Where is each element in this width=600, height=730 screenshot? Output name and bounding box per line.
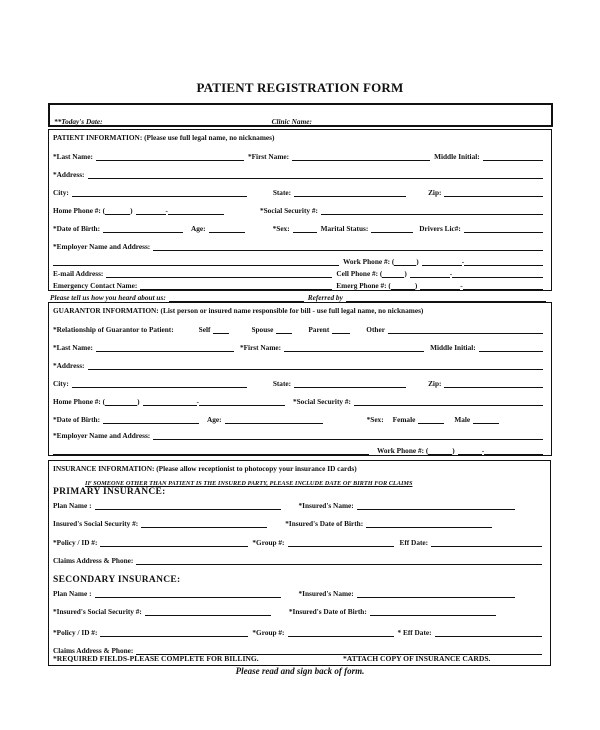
spouse-field[interactable]	[276, 324, 292, 334]
referred-by-label: Referred by	[307, 293, 343, 302]
primary-group-field[interactable]	[288, 537, 394, 547]
work-phone-label: Work Phone #: (	[343, 257, 395, 266]
age-field[interactable]	[209, 223, 245, 233]
parent-label: Parent	[308, 325, 330, 334]
guarantor-state-field[interactable]	[294, 378, 406, 388]
paren-close: )	[404, 269, 407, 278]
state-label: State:	[272, 188, 292, 197]
cell-phone-label: Cell Phone #: (	[336, 269, 383, 278]
last-name-label: *Last Name:	[53, 152, 93, 161]
guarantor-ssn-field[interactable]	[354, 396, 543, 406]
paren-close: )	[414, 281, 418, 290]
guarantor-middle-initial-field[interactable]	[479, 342, 543, 352]
employer-address-field[interactable]	[53, 256, 339, 266]
secondary-insured-name-field[interactable]	[357, 588, 515, 598]
dob-field[interactable]	[103, 223, 183, 233]
primary-group-label: *Group #:	[252, 538, 285, 547]
secondary-policy-id-field[interactable]	[100, 627, 248, 637]
referral-row	[50, 292, 550, 302]
emerg-phone-area-field[interactable]	[391, 280, 415, 290]
email-label: E-mail Address:	[53, 269, 104, 278]
address-label: *Address:	[53, 170, 85, 179]
secondary-insured-dob-label: *Insured's Date of Birth:	[288, 607, 367, 616]
insurance-information-section	[48, 460, 551, 666]
attach-cards-note: *ATTACH COPY OF INSURANCE CARDS.	[343, 654, 491, 663]
guarantor-address-label: *Address:	[53, 361, 85, 370]
emerg-phone-label: Emerg Phone #: (	[336, 281, 391, 290]
female-label: Female	[392, 415, 416, 424]
home-phone-label: Home Phone #: (	[53, 206, 106, 215]
secondary-group-label: *Group #:	[252, 628, 285, 637]
marital-status-label: Marital Status:	[320, 224, 369, 233]
guarantor-employer-field[interactable]	[153, 430, 543, 440]
relationship-label: *Relationship of Guarantor to Patient:	[53, 325, 174, 334]
secondary-insured-dob-field[interactable]	[370, 606, 496, 616]
guarantor-employer-address-field[interactable]	[53, 445, 369, 455]
secondary-plan-name-field[interactable]	[95, 588, 281, 598]
primary-insured-name-label: *Insured's Name:	[298, 501, 354, 510]
primary-policy-id-label: *Policy / ID #:	[53, 538, 98, 547]
guarantor-dob-label: *Date of Birth:	[53, 415, 101, 424]
home-phone-prefix-field[interactable]	[136, 205, 166, 215]
email-field[interactable]	[106, 268, 332, 278]
insured-party-note: IF SOMEONE OTHER THAN PATIENT IS THE INSURED PARTY, PLEASE INCLUDE DATE OF BIRTH FOR CLAIMS	[85, 480, 413, 487]
secondary-insured-name-label: *Insured's Name:	[298, 589, 354, 598]
patient-information-section	[48, 129, 552, 291]
self-field[interactable]	[213, 324, 229, 334]
primary-claims-address-field[interactable]	[136, 555, 542, 565]
guarantor-home-phone-area-field[interactable]	[105, 396, 137, 406]
secondary-insured-ssn-field[interactable]	[145, 606, 271, 616]
guarantor-home-phone-label: Home Phone #: (	[53, 397, 106, 406]
secondary-insurance-heading: SECONDARY INSURANCE:	[53, 575, 181, 585]
primary-insured-dob-label: *Insured's Date of Birth:	[285, 519, 364, 528]
guarantor-address-field[interactable]	[88, 360, 544, 370]
other-label: Other	[366, 325, 385, 334]
guarantor-work-phone-line-field[interactable]	[481, 445, 543, 455]
guarantor-city-label: City:	[53, 379, 69, 388]
home-phone-area-field[interactable]	[105, 205, 130, 215]
middle-initial-label: Middle Initial:	[434, 152, 480, 161]
work-phone-area-field[interactable]	[394, 256, 416, 266]
guarantor-employer-label: *Employer Name and Address:	[53, 431, 151, 440]
guarantor-dob-field[interactable]	[103, 414, 199, 424]
guarantor-home-phone-line-field[interactable]	[196, 396, 285, 406]
paren-close: )	[137, 397, 140, 406]
cell-phone-line-field[interactable]	[449, 268, 543, 278]
first-name-field[interactable]	[292, 151, 430, 161]
guarantor-info-heading: GUARANTOR INFORMATION: (List person or insured name responsible for bill - use full legal name, no nicknames)	[53, 306, 424, 315]
work-phone-line-field[interactable]	[461, 256, 543, 266]
secondary-group-field[interactable]	[288, 627, 394, 637]
insurance-info-heading: INSURANCE INFORMATION: (Please allow receptionist to photocopy your insurance ID cards)	[53, 464, 357, 473]
todays-date-field[interactable]	[106, 116, 216, 126]
paren-close: )	[416, 257, 419, 266]
other-field[interactable]	[388, 324, 543, 334]
paren-close: )	[130, 206, 133, 215]
dash: -	[461, 257, 465, 266]
secondary-eff-date-label: * Eff Date:	[397, 628, 432, 637]
zip-field[interactable]	[444, 187, 543, 197]
spouse-label: Spouse	[251, 325, 274, 334]
zip-label: Zip:	[428, 188, 442, 197]
emerg-phone-line-field[interactable]	[463, 280, 543, 290]
guarantor-last-name-label: *Last Name:	[53, 343, 93, 352]
cell-phone-area-field[interactable]	[382, 268, 404, 278]
secondary-policy-id-label: *Policy / ID #:	[53, 628, 98, 637]
parent-field[interactable]	[332, 324, 350, 334]
city-label: City:	[53, 188, 69, 197]
dash: -	[481, 446, 485, 455]
referred-by-field[interactable]	[346, 293, 546, 302]
address-field[interactable]	[88, 169, 544, 179]
sex-field[interactable]	[293, 223, 317, 233]
guarantor-home-phone-prefix-field[interactable]	[143, 396, 197, 406]
employer-field[interactable]	[153, 241, 543, 251]
age-label: Age:	[191, 224, 206, 233]
primary-claims-address-label: Claims Address & Phone:	[53, 556, 134, 565]
guarantor-zip-field[interactable]	[444, 378, 543, 388]
male-field[interactable]	[473, 414, 499, 424]
guarantor-age-label: Age:	[207, 415, 222, 424]
cell-phone-prefix-field[interactable]	[410, 268, 453, 278]
emergency-contact-label: Emergency Contact Name:	[53, 281, 138, 290]
city-field[interactable]	[72, 187, 247, 197]
emergency-contact-field[interactable]	[140, 280, 332, 290]
guarantor-information-section	[48, 302, 552, 456]
heard-about-label: Please tell us how you heard about us:	[50, 293, 166, 302]
primary-policy-id-field[interactable]	[100, 537, 248, 547]
paren-close: )	[452, 446, 455, 455]
patient-info-heading: PATIENT INFORMATION: (Please use full legal name, no nicknames)	[53, 133, 275, 142]
primary-insured-ssn-field[interactable]	[141, 518, 267, 528]
last-name-field[interactable]	[96, 151, 244, 161]
home-phone-line-field[interactable]	[165, 205, 224, 215]
page-title: PATIENT REGISTRATION FORM	[196, 80, 404, 95]
secondary-eff-date-field[interactable]	[435, 627, 542, 637]
primary-plan-name-label: Plan Name :	[53, 501, 92, 510]
secondary-plan-name-label: Plan Name :	[53, 589, 92, 598]
sign-back-note: Please read and sign back of form.	[235, 666, 365, 676]
guarantor-age-field[interactable]	[225, 414, 323, 424]
sex-label: *Sex:	[272, 224, 290, 233]
middle-initial-field[interactable]	[483, 151, 543, 161]
primary-eff-date-label: Eff Date:	[399, 538, 429, 547]
dash: -	[460, 281, 463, 290]
work-phone-prefix-field[interactable]	[422, 256, 465, 266]
guarantor-last-name-field[interactable]	[96, 342, 234, 352]
primary-insured-dob-field[interactable]	[366, 518, 492, 528]
dash: -	[449, 269, 453, 278]
primary-eff-date-field[interactable]	[431, 537, 542, 547]
dash: -	[196, 397, 199, 406]
guarantor-ssn-label: *Social Security #:	[292, 397, 351, 406]
date-clinic-box	[48, 103, 553, 127]
drivers-lic-label: Drivers Lic#:	[419, 224, 461, 233]
guarantor-first-name-field[interactable]	[284, 342, 424, 352]
clinic-name-label: Clinic Name:	[271, 117, 312, 126]
marital-status-field[interactable]	[371, 223, 413, 233]
ssn-label: *Social Security #:	[259, 206, 318, 215]
secondary-claims-address-label: Claims Address & Phone:	[53, 646, 134, 655]
todays-date-label: **Today's Date:	[54, 117, 103, 126]
guarantor-work-phone-prefix-field[interactable]	[458, 445, 485, 455]
guarantor-zip-label: Zip:	[428, 379, 442, 388]
guarantor-city-field[interactable]	[72, 378, 247, 388]
guarantor-state-label: State:	[272, 379, 292, 388]
heard-about-field[interactable]	[169, 293, 304, 302]
first-name-label: *First Name:	[247, 152, 290, 161]
state-field[interactable]	[294, 187, 406, 197]
dash: -	[165, 206, 168, 215]
guarantor-first-name-label: *First Name:	[239, 343, 282, 352]
primary-plan-name-field[interactable]	[95, 500, 281, 510]
self-label: Self	[198, 325, 211, 334]
male-label: Male	[454, 415, 471, 424]
clinic-name-field[interactable]	[315, 116, 539, 126]
female-field[interactable]	[418, 414, 444, 424]
secondary-insured-ssn-label: *Insured's Social Security #:	[53, 607, 142, 616]
ssn-field[interactable]	[321, 205, 543, 215]
guarantor-sex-label: *Sex:	[366, 415, 384, 424]
primary-insured-ssn-label: Insured's Social Security #:	[53, 519, 139, 528]
drivers-lic-field[interactable]	[464, 223, 543, 233]
primary-insurance-heading: PRIMARY INSURANCE:	[53, 487, 166, 497]
primary-insured-name-field[interactable]	[357, 500, 515, 510]
emerg-phone-prefix-field[interactable]	[420, 280, 463, 290]
guarantor-middle-initial-label: Middle Initial:	[430, 343, 476, 352]
guarantor-work-phone-area-field[interactable]	[428, 445, 452, 455]
required-fields-note: *REQUIRED FIELDS-PLEASE COMPLETE FOR BILLING.	[53, 654, 259, 663]
guarantor-work-phone-label: Work Phone #: (	[377, 446, 429, 455]
dob-label: *Date of Birth:	[53, 224, 101, 233]
employer-label: *Employer Name and Address:	[53, 242, 151, 251]
